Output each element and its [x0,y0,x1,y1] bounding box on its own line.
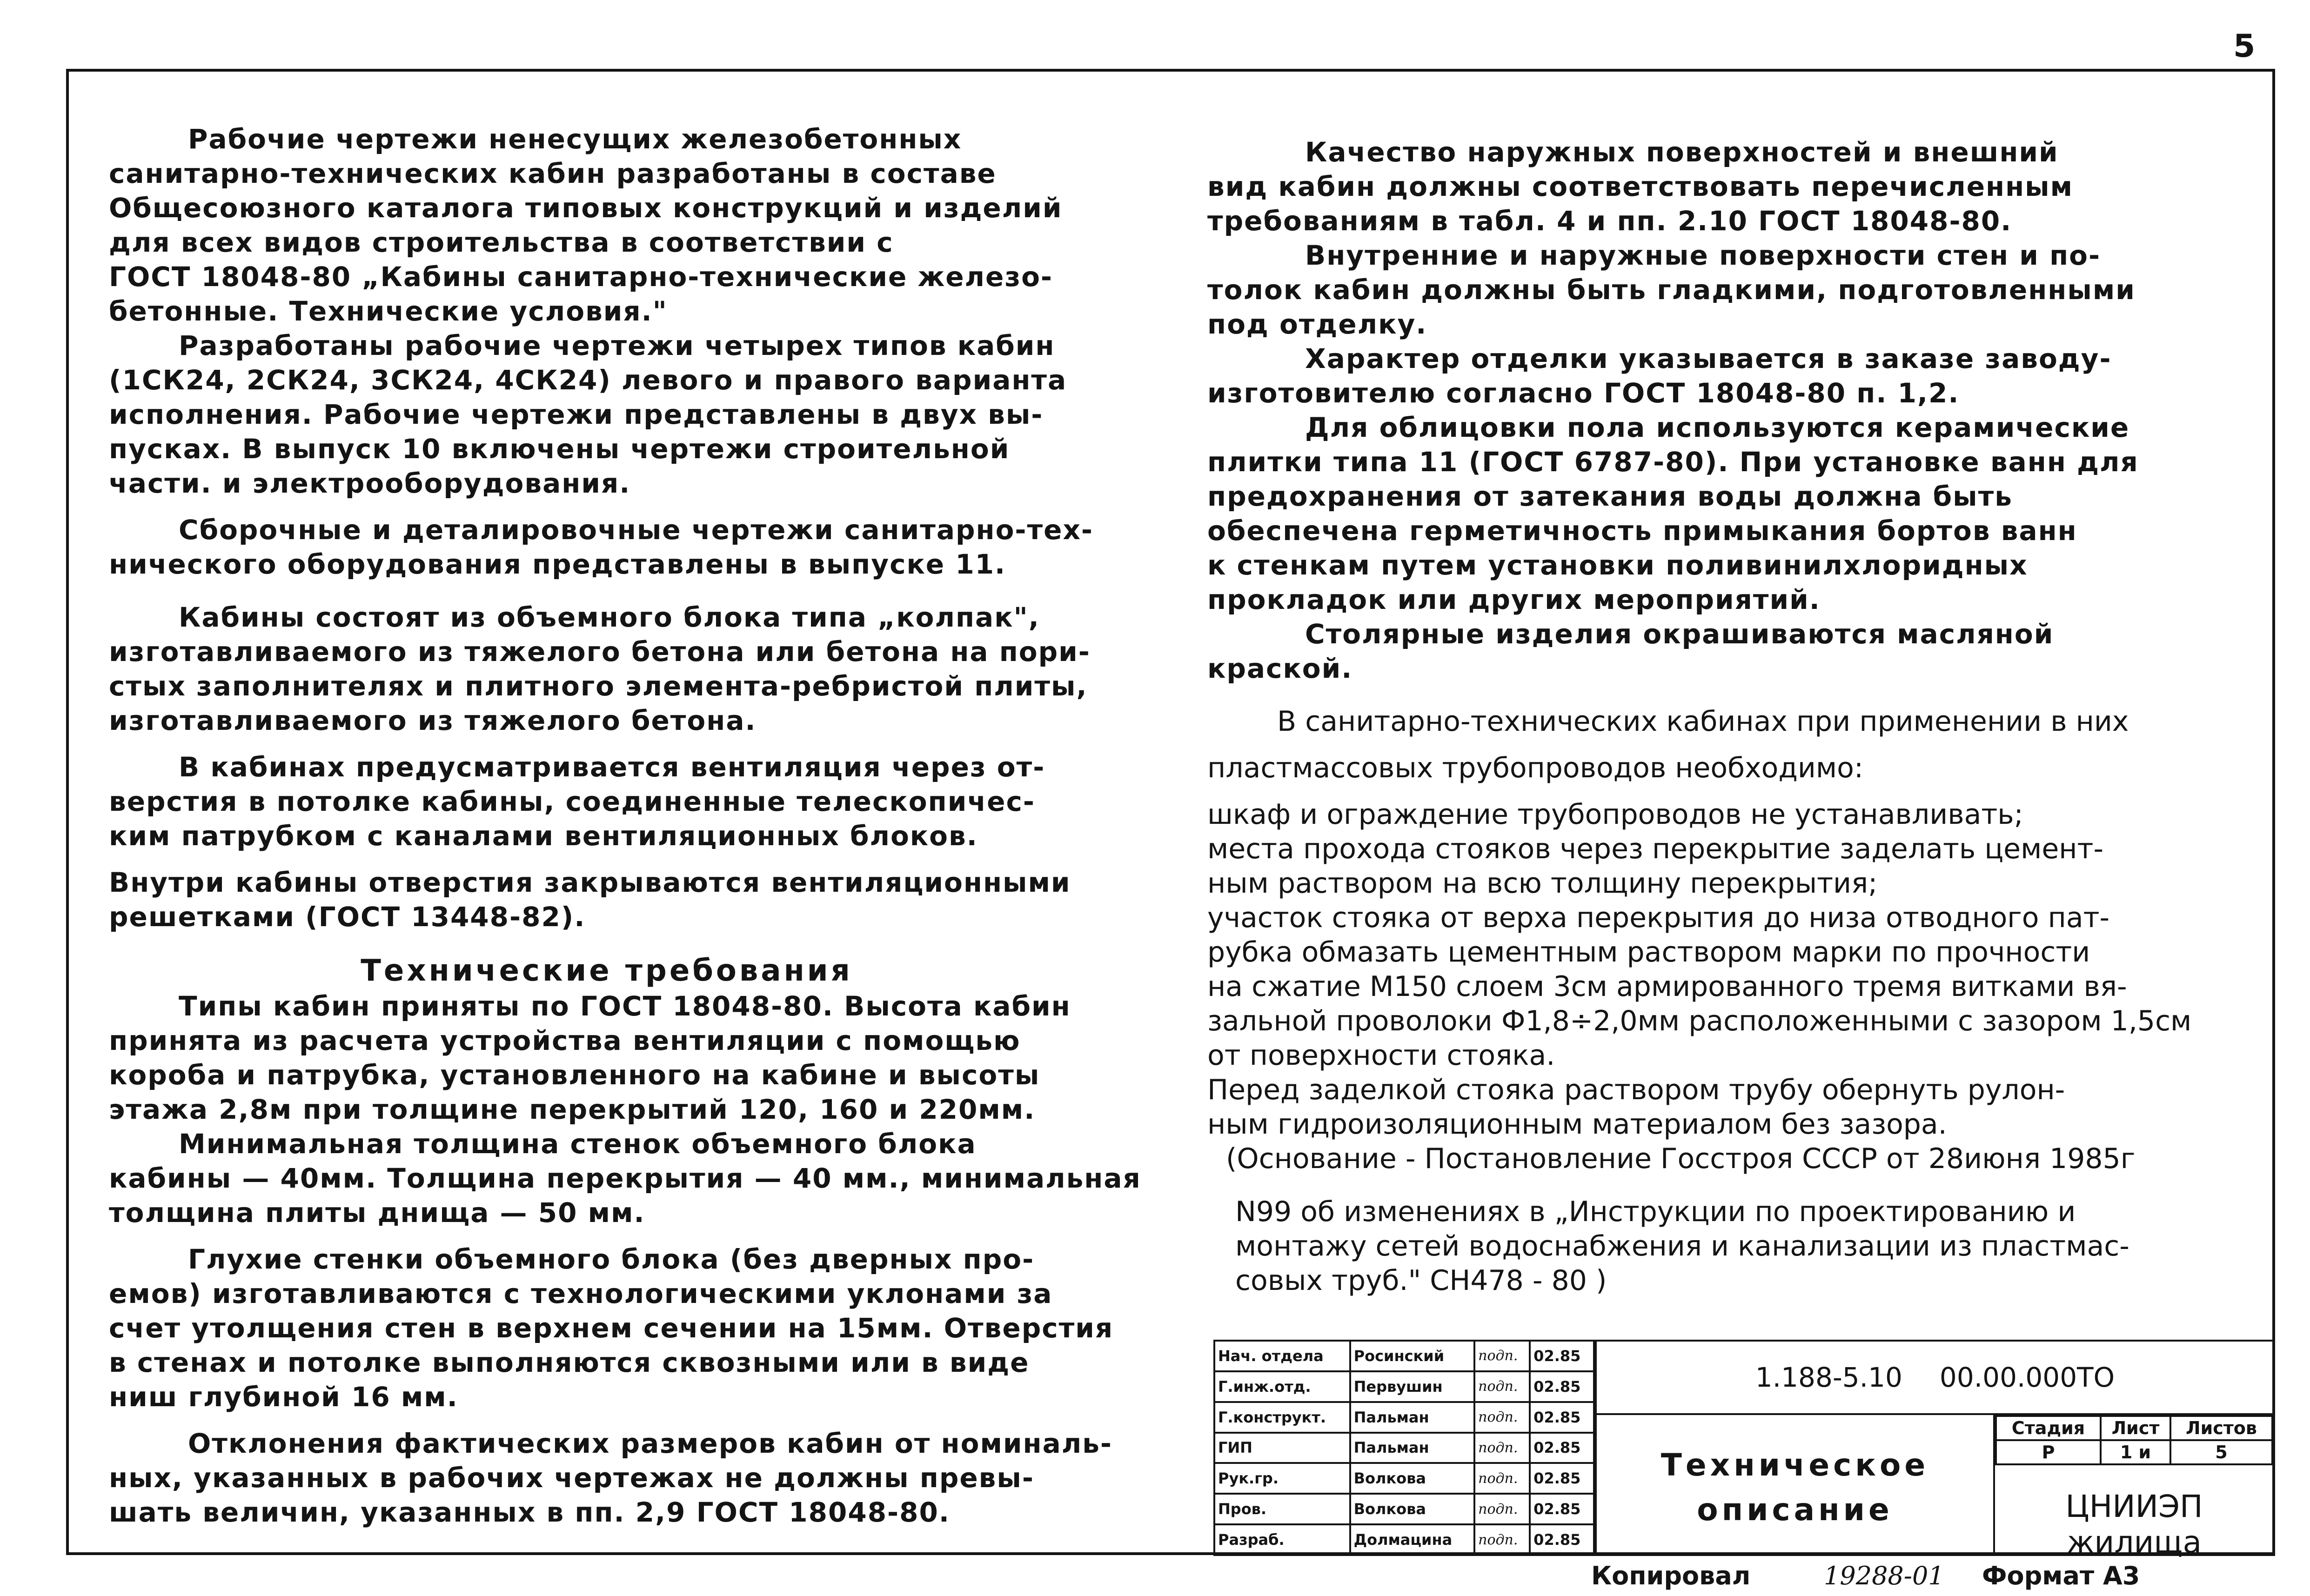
name-cell: Первушин [1350,1371,1474,1402]
text-line: санитарно-технических кабин разработаны в составе [109,158,997,189]
inventory-number: 19288-01 [1824,1561,1944,1590]
text-line: Минимальная толщина стенок объемного блока [179,1128,977,1160]
doc-title-line: Техническое [1661,1447,1929,1483]
role-cell: Г.инж.отд. [1214,1371,1350,1402]
copied-label: Копировал [1591,1561,1751,1590]
text-line: Кабины состоят из объемного блока типа „колпак", [179,601,1040,633]
text-line: Разработаны рабочие чертежи четырех типов кабин [179,330,1055,361]
date-cell: 02.85 [1530,1524,1594,1555]
text-line: Для облицовки пола используются керамические [1305,412,2130,443]
text-line: ким патрубком с каналами вентиляционных блоков. [109,820,978,852]
date-cell: 02.85 [1530,1494,1594,1524]
name-cell: Пальман [1350,1433,1474,1463]
text-line: зальной проволоки Ф1,8÷2,0мм расположенными с зазором 1,5см [1207,1005,2192,1037]
text-line: Общесоюзного каталога типовых конструкций и изделий [109,192,1063,224]
text-line: Внутри кабины отверстия закрываются вентиляционными [109,867,1071,898]
text-line: плитки типа 11 (ГОСТ 6787-80). При установке ванн для [1207,446,2139,478]
name-cell: Долмацина [1350,1524,1474,1555]
title-block [1213,1340,2275,1560]
text-line: ным гидроизоляционным материалом без зазора. [1207,1108,1947,1141]
text-line: предохранения от затекания воды должна быть [1207,481,2013,512]
text-line: кабины — 40мм. Толщина перекрытия — 40 мм., минимальная [109,1162,1141,1194]
text-line: верстия в потолке кабины, соединенные телескопичес- [109,786,1035,817]
section-heading: Технические требования [361,954,853,988]
signatures-table [1213,1340,1595,1556]
date-cell: 02.85 [1530,1341,1594,1371]
role-cell: Разраб. [1214,1524,1350,1555]
format-label: Формат А3 [1982,1561,2140,1590]
doc-title-line: описание [1697,1492,1893,1528]
name-cell: Волкова [1350,1463,1474,1494]
role-cell: ГИП [1214,1433,1350,1463]
text-line: изготавливаемого из тяжелого бетона. [109,705,757,736]
text-line: обеспечена герметичность примыкания бортов ванн [1207,515,2077,547]
text-line: решетками (ГОСТ 13448-82). [109,901,586,933]
sheet-value: 1 и [2101,1440,2170,1464]
text-line: N99 об изменениях в „Инструкции по проектированию и [1235,1195,2076,1228]
text-line: Сборочные и деталировочные чертежи санитарно-тех- [179,514,1093,546]
date-cell: 02.85 [1530,1371,1594,1402]
table-row [1214,1402,1594,1433]
text-line: ным раствором на всю толщину перекрытия; [1207,867,1878,900]
text-line: к стенкам путем установки поливинилхлоридных [1207,549,2028,581]
table-row [1996,1440,2272,1464]
table-row [1214,1524,1594,1555]
text-line: стых заполнителях и плитного элемента-ребристой плиты, [109,670,1088,702]
signature-cell: подп. [1474,1494,1530,1524]
table-row [1996,1416,2272,1440]
text-line: Глухие стенки объемного блока (без дверных про- [188,1243,1035,1275]
name-cell: Росинский [1350,1341,1474,1371]
text-line: ных, указанных в рабочих чертежах не должны превы- [109,1462,1034,1494]
text-line: пластмассовых трубопроводов необходимо: [1207,752,1864,784]
table-row [1214,1463,1594,1494]
table-row [1214,1494,1594,1524]
doc-code: 00.00.000ТО [1939,1362,2115,1393]
stage-block [1993,1413,2275,1560]
text-line: прокладок или других мероприятий. [1207,584,1821,615]
text-line: емов) изготавливаются с технологическими уклонами за [109,1278,1053,1309]
stage-header: Стадия [1996,1416,2101,1440]
text-line: Качество наружных поверхностей и внешний [1305,136,2059,168]
series-code: 1.188-5.10 [1755,1362,1902,1393]
sheets-header: Листов [2170,1416,2272,1440]
text-line: нического оборудования представлены в выпуске 11. [109,548,1006,580]
signature-cell: подп. [1474,1402,1530,1433]
table-row [1214,1341,1594,1371]
text-line: на сжатие М150 слоем 3см армированного тремя витками вя- [1207,970,2127,1003]
text-line: под отделку. [1207,308,1427,340]
name-cell: Волкова [1350,1494,1474,1524]
text-line: изготовителю согласно ГОСТ 18048-80 п. 1,2. [1207,377,1960,409]
text-line: В санитарно-технических кабинах при применении в них [1277,705,2129,738]
text-line: толок кабин должны быть гладкими, подготовленными [1207,274,2136,306]
text-line: шать величин, указанных в пп. 2,9 ГОСТ 18048-80. [109,1496,950,1528]
text-line: места прохода стояков через перекрытие заделать цемент- [1207,833,2104,865]
text-line: этажа 2,8м при толщине перекрытий 120, 160 и 220мм. [109,1094,1036,1125]
date-cell: 02.85 [1530,1433,1594,1463]
page-number: 5 [2233,28,2256,65]
text-line: краской. [1207,653,1353,684]
text-line: части. и электрооборудования. [109,467,631,499]
text-line: рубка обмазать цементным раствором марки по прочности [1207,936,2090,968]
document-code [1595,1340,2275,1415]
text-line: совых труб." СН478 - 80 ) [1235,1264,1607,1297]
role-cell: Г.конструкт. [1214,1402,1350,1433]
text-line: Перед заделкой стояка раствором трубу обернуть рулон- [1207,1074,2065,1106]
text-line: монтажу сетей водоснабжения и канализации из пластмас- [1235,1230,2129,1262]
text-line: исполнения. Рабочие чертежи представлены в двух вы- [109,399,1044,430]
right-text-column [1207,135,2217,1298]
text-line: Характер отделки указывается в заказе заводу- [1305,343,2112,374]
text-line: Столярные изделия окрашиваются масляной [1305,618,2054,650]
sheets-value: 5 [2170,1440,2272,1464]
text-line: Отклонения фактических размеров кабин от номиналь- [188,1428,1112,1459]
role-cell: Рук.гр. [1214,1463,1350,1494]
text-line: (Основание - Постановление Госстроя СССР от 28июня 1985г [1226,1142,2136,1175]
text-line: участок стояка от верха перекрытия до низа отводного пат- [1207,902,2110,934]
text-line: (1СК24, 2СК24, 3СК24, 4СК24) левого и правого варианта [109,364,1067,396]
text-line: ГОСТ 18048-80 „Кабины санитарно-технические железо- [109,261,1053,293]
text-line: короба и патрубка, установленного на кабине и высоты [109,1059,1040,1091]
table-row [1214,1433,1594,1463]
signature-cell: подп. [1474,1433,1530,1463]
date-cell: 02.85 [1530,1402,1594,1433]
text-line: от поверхности стояка. [1207,1039,1555,1072]
text-line: принята из расчета устройства вентиляции с помощью [109,1025,1021,1056]
document-title [1595,1413,1995,1556]
text-line: требованиям в табл. 4 и пп. 2.10 ГОСТ 18048-80. [1207,205,2012,237]
organization-name: ЦНИИЭП жилища [2065,1489,2203,1560]
text-line: в стенах и потолке выполняются сквозными или в виде [109,1347,1030,1378]
left-text-column [109,122,1141,1529]
table-row [1214,1371,1594,1402]
text-line: ниш глубиной 16 мм. [109,1381,458,1413]
text-line: Рабочие чертежи ненесущих железобетонных [188,123,962,155]
signature-cell: подп. [1474,1524,1530,1555]
text-line: шкаф и ограждение трубопроводов не устанавливать; [1207,798,2023,831]
text-line: бетонные. Технические условия." [109,295,668,327]
signature-cell: подп. [1474,1341,1530,1371]
signature-cell: подп. [1474,1371,1530,1402]
text-line: В кабинах предусматривается вентиляция через от- [179,751,1045,783]
text-line: для всех видов строительства в соответствии с [109,227,894,258]
stage-value: Р [1996,1440,2101,1464]
date-cell: 02.85 [1530,1463,1594,1494]
text-line: изготавливаемого из тяжелого бетона или бетона на пори- [109,636,1091,668]
role-cell: Нач. отдела [1214,1341,1350,1371]
text-line: вид кабин должны соответствовать перечисленным [1207,171,2074,202]
stage-table [1995,1415,2273,1465]
name-cell: Пальман [1350,1402,1474,1433]
text-line: счет утолщения стен в верхнем сечении на 15мм. Отверстия [109,1312,1114,1344]
text-line: Типы кабин приняты по ГОСТ 18048-80. Высота кабин [179,990,1071,1022]
signature-cell: подп. [1474,1463,1530,1494]
text-line: толщина плиты днища — 50 мм. [109,1197,645,1229]
text-line: Внутренние и наружные поверхности стен и по- [1305,240,2101,271]
text-line: пусках. В выпуск 10 включены чертежи строительной [109,433,1010,465]
role-cell: Пров. [1214,1494,1350,1524]
sheet-header: Лист [2101,1416,2170,1440]
